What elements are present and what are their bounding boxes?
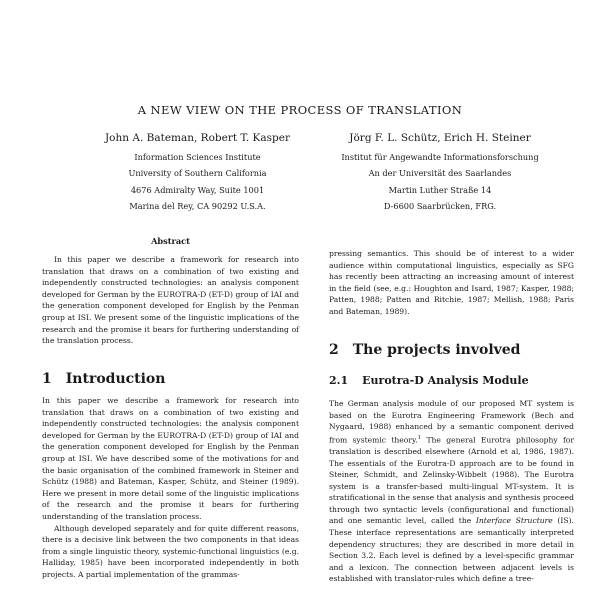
affiliation-line: Institut für Angewandte Informationsforschung [341,151,539,162]
intro-paragraph-2: Although developed separately and for quite different reasons, there is a decisive link between the two components in that ideas from a single linguistic theory, systemic-functional linguistics (e.g. Halliday, 1985) have been incorporated independently in both projects. A partial implementation of the grammas- [42,523,299,579]
text-run: (IS). These interface representations are semantically interpreted dependency structures; they are described in more detail in Section 3.2. Each level is defined by a level-specific grammar and a lexicon. The connection between adjacent levels is established with translator-rules which define a tree- [329,516,574,584]
affiliation-line: Martin Luther Straße 14 [388,184,492,195]
section-heading-introduction [42,371,165,387]
text-run: The German analysis module of our proposed MT system is based on the Eurotra Engineering Framework (Bech and Nygaard, 1988) enhanced by a semantic component derived from systemic theory. [329,399,574,445]
subsection-heading-eurotra [329,374,529,387]
intro-paragraph-1: In this paper we describe a framework for research into translation that draws on a combination of two existing and independently constructed technologies: the analysis component developed for German by the EUROTRA-D (ET-D) group of IAI and the generation component developed for English by the Penman group at ISI. We have described some of the motivations for and the basic organisation of the combined framework in Steiner and Schütz (1988) and Bateman, Kasper, Schütz, and Steiner (1989). Here we present in more detail some of the linguistic implications of the research and the promise it bears for furthering understanding of the translation process. [42,396,299,521]
affiliation-line: 4676 Admiralty Way, Suite 1001 [130,184,265,195]
eurotra-paragraph [329,398,574,585]
subsection-number: 2.1 [329,374,349,387]
subsection-title: Eurotra-D Analysis Module [362,374,529,387]
introduction-body [42,395,299,581]
affiliation-line: Information Sciences Institute [134,151,261,162]
interface-structure-term: Interface Structure [475,516,553,526]
text-run: The general Eurotra philosophy for translation is described elsewhere (Arnold et al, 1986, 1987). The essentials of the Eurotra-D approach are to be found in Steiner, Schmidt, and Zelinsky-Wibbelt (1988). The Eurotra system is a transfer-based multi-lingual MT-system. It is stratificational in the sense that analysis and synthesis proceed through two syntactic levels (configurational and functional) and one semantic level, called the [329,435,574,526]
footnote-marker: 1 [417,434,422,441]
author-block-left [90,130,305,215]
section-number: 2 [329,342,339,358]
continuation-paragraph: pressing semantics. This should be of interest to a wider audience within computational linguistics, especially as SFG has recently been attracting an increasing amount of interest in the field (see, e.g.: Houghton and Isard, 1987; Kasper, 1988; Patten, 1988; Patten and Ritchie, 1987; Mellish, 1988; Paris and Bateman, 1989). [329,249,574,316]
abstract-body [42,254,299,347]
author-block-right [305,130,575,215]
section-number: 1 [42,371,52,387]
section-heading-projects [329,342,520,358]
section-title: Introduction [65,371,166,387]
abstract-heading: Abstract [151,236,190,246]
right-column-continuation [329,248,574,318]
author-names-left: John A. Bateman, Robert T. Kasper [104,132,291,144]
paper-title: A NEW VIEW ON THE PROCESS OF TRANSLATION [137,103,463,117]
affiliation-line: An der Universität des Saarlandes [368,168,512,178]
affiliation-line: Marina del Rey, CA 90292 U.S.A. [129,201,266,211]
affiliation-line: D-6600 Saarbrücken, FRG. [383,201,497,211]
author-names-right: Jörg F. L. Schütz, Erich H. Steiner [349,132,531,144]
section-title: The projects involved [352,342,521,358]
affiliation-line: University of Southern California [128,168,267,178]
abstract-text: In this paper we describe a framework for research into translation that draws on a combination of two existing and independently constructed technologies: an analysis component developed for German by the EUROTRA-D (ET-D) group of IAI and the generation component developed for English by the Penman group at ISI. We present some of the linguistic implications of the research and the promise it bears for furthering understanding of the translation process. [42,255,299,346]
eurotra-body [329,398,574,585]
